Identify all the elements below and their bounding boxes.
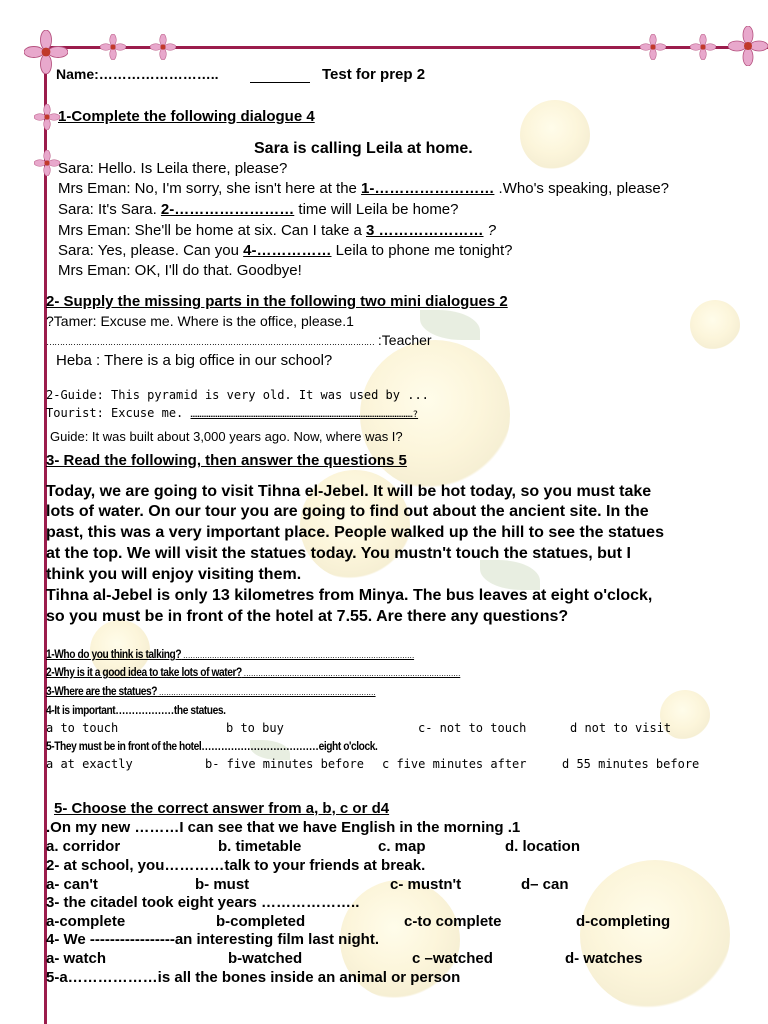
name-label: Name: — [56, 66, 99, 82]
question-line[interactable]: 2-Why is it a good idea to take lots of water? ……………………………………………………………………………… — [46, 665, 461, 679]
passage-line: so you must be in front of the hotel at 7.55. Are there any questions? — [46, 608, 569, 625]
question-line[interactable]: 3-Where are the statues? ……………………………………………………………………………… — [46, 684, 376, 698]
teacher-answer-line[interactable]: …………………………………………………………………………………………………………… :Teacher — [46, 332, 432, 348]
blank-2[interactable]: 2-…………………… — [160, 201, 295, 218]
option-a[interactable]: a- watch — [46, 950, 107, 967]
page-title: Test for prep 2 — [322, 66, 426, 83]
option-d[interactable]: d– can — [521, 876, 569, 893]
passage-line: past, this was a very important place. People walked up the hill to see the statues — [46, 524, 664, 541]
option-d[interactable]: d not to visit — [570, 721, 672, 735]
option-c[interactable]: c. map — [378, 838, 426, 855]
mcq-stem: 4- We -----------------an interesting film last night. — [46, 931, 380, 948]
question-line: 5-They must be in front of the hotel………………………………eight o'clock. — [46, 739, 378, 753]
option-a[interactable]: a- can't — [46, 876, 98, 893]
passage-line: at the top. We will visit the statues today. You mustn't touch the statues, but I — [46, 545, 631, 562]
option-a[interactable]: a. corridor — [46, 838, 121, 855]
mcq-stem: 5-a………………is all the bones inside an animal or person — [46, 969, 461, 986]
mcq-stem: 2- at school, you…………talk to your friends at break. — [46, 857, 426, 874]
dialogue-line: Sara: It's Sara. 2-…………………… time will Leila be home? — [58, 201, 459, 218]
option-c[interactable]: c –watched — [412, 950, 493, 967]
rose-watermark — [580, 860, 730, 1010]
option-d[interactable]: d 55 minutes before — [562, 757, 700, 771]
passage-line: Today, we are going to visit Tihna el-Jebel. It will be hot today, so you must take — [46, 483, 652, 500]
q3-heading: 3- Read the following, then answer the questions 5 — [46, 452, 407, 469]
option-d[interactable]: d. location — [505, 838, 580, 855]
blank-4[interactable]: 4-…………… — [243, 242, 332, 259]
option-c[interactable]: c- not to touch — [418, 721, 527, 735]
flower-icon — [34, 150, 60, 176]
flower-icon — [100, 34, 126, 60]
option-d[interactable]: d- watches — [565, 950, 643, 967]
option-a[interactable]: a to touch — [46, 721, 119, 735]
option-c[interactable]: c five minutes after — [382, 757, 527, 771]
rose-watermark — [690, 300, 740, 350]
option-b[interactable]: b. timetable — [218, 838, 302, 855]
option-b[interactable]: b-watched — [228, 950, 303, 967]
flower-icon — [640, 34, 666, 60]
passage-line: lots of water. On our tour you are going to find out about the ancient site. In the — [46, 503, 649, 520]
q2-heading: 2- Supply the missing parts in the following two mini dialogues 2 — [46, 293, 508, 310]
dialogue-line: Sara: Yes, please. Can you 4-…………… Leila to phone me tonight? — [58, 242, 513, 259]
dialogue-line: Guide: It was built about 3,000 years ago. Now, where was I? — [50, 429, 403, 444]
dialogue-line: Sara: Hello. Is Leila there, please? — [58, 160, 288, 177]
passage-line: Tihna al-Jebel is only 13 kilometres from Minya. The bus leaves at eight o'clock, — [46, 587, 653, 604]
flower-icon — [150, 34, 176, 60]
flower-icon — [34, 104, 60, 130]
option-a[interactable]: a-complete — [46, 913, 126, 930]
option-c[interactable]: c-to complete — [404, 913, 502, 930]
dialogue-line: Mrs Eman: OK, I'll do that. Goodbye! — [58, 262, 302, 279]
option-c[interactable]: c- mustn't — [390, 876, 462, 893]
q5-heading: 5- Choose the correct answer from a, b, c or d4 — [54, 800, 390, 817]
name-dots: …………………….. — [98, 66, 219, 82]
option-b[interactable]: b- five minutes before — [205, 757, 364, 771]
dialogue-line: Mrs Eman: She'll be home at six. Can I take a 3 ………………… ? — [58, 222, 497, 239]
option-b[interactable]: b to buy — [226, 721, 284, 735]
option-a[interactable]: a at exactly — [46, 757, 133, 771]
dialogue-line: Mrs Eman: No, I'm sorry, she isn't here at the 1-…………………… .Who's speaking, please? — [58, 180, 670, 197]
leaf-watermark — [480, 560, 540, 590]
option-d[interactable]: d-completing — [576, 913, 671, 930]
dialogue-line: ?Tamer: Excuse me. Where is the office, please.1 — [46, 313, 354, 329]
question-line: 4-It is important………………the statues. — [46, 703, 226, 717]
q1-subtitle: Sara is calling Leila at home. — [254, 140, 473, 157]
tourist-answer-line[interactable]: Tourist: Excuse me. ……………………………………………………………………………………………………………? — [46, 406, 419, 420]
blank-1[interactable]: 1-…………………… — [361, 180, 495, 197]
answer-dots: …………………………………………………………………………………………………………… — [46, 337, 374, 347]
blank-3[interactable]: 3 ………………… — [366, 222, 484, 239]
flower-icon — [690, 34, 716, 60]
question-line[interactable]: 1-Who do you think is talking? …………………………………………………………………………………… — [46, 647, 415, 661]
passage-line: think you will enjoy visiting them. — [46, 566, 302, 583]
option-b[interactable]: b-completed — [216, 913, 306, 930]
dialogue-line: 2-Guide: This pyramid is very old. It was used by ... — [46, 388, 429, 402]
option-b[interactable]: b- must — [195, 876, 250, 893]
mcq-stem: .On my new ………I can see that we have English in the morning .1 — [46, 819, 521, 836]
name-field[interactable] — [56, 66, 219, 82]
dialogue-line: Heba : There is a big office in our school? — [56, 352, 333, 369]
flower-icon — [728, 26, 768, 66]
rose-watermark — [520, 100, 590, 170]
name-underline — [250, 82, 310, 83]
q1-heading: 1-Complete the following dialogue 4 — [58, 108, 315, 125]
mcq-stem: 3- the citadel took eight years ……………….. — [46, 894, 360, 911]
